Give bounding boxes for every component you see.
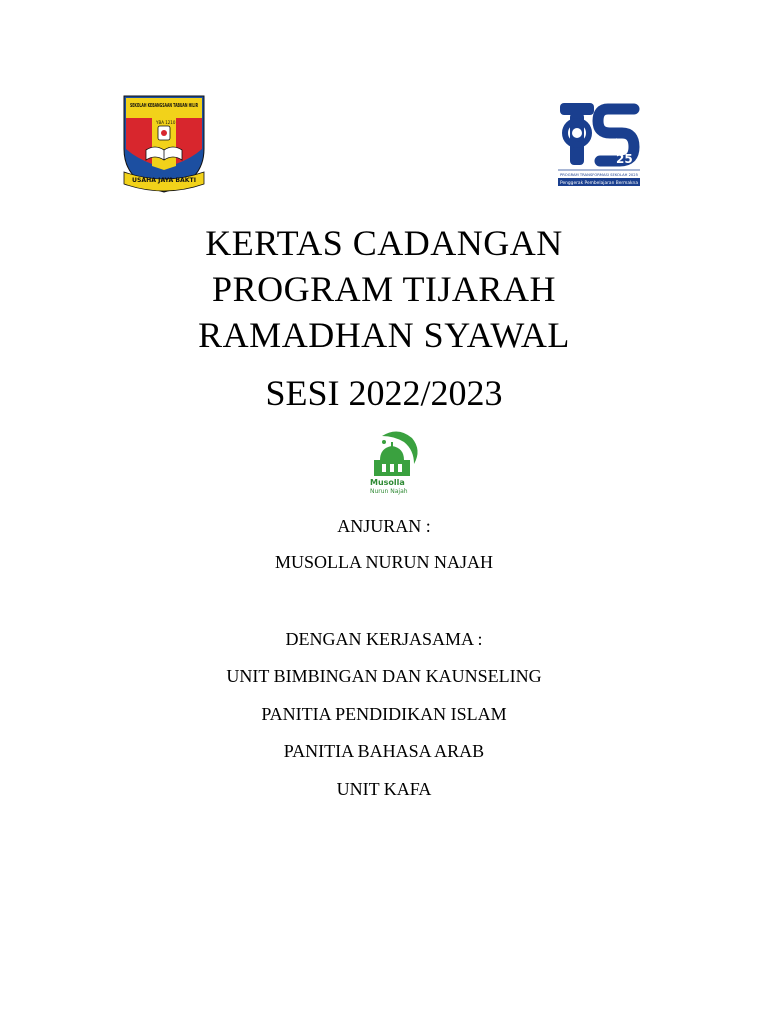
collaboration-item: PANITIA PENDIDIKAN ISLAM <box>261 704 507 724</box>
musolla-brand-line1: Musolla <box>370 478 405 487</box>
title-line-1: KERTAS CADANGAN <box>205 223 563 263</box>
ts25-number-text: 25 <box>616 152 633 166</box>
organizer-label: ANJURAN : <box>337 516 431 536</box>
ts25-caption-top: PROGRAM TRANSFORMASI SEKOLAH 2025 <box>560 173 638 177</box>
title-line-2: PROGRAM TIJARAH <box>212 269 556 309</box>
document-title <box>0 220 768 358</box>
collaboration-label: DENGAN KERJASAMA : <box>285 629 483 649</box>
collaboration-item: PANITIA BAHASA ARAB <box>283 741 485 761</box>
crest-motto-text: USAHA JAYA BAKTI <box>132 176 196 184</box>
crest-banner-text: SEKOLAH KEBANGSAAN TABUAN HILIR <box>130 103 199 109</box>
ts25-logo-icon <box>556 99 642 187</box>
organizer-name: MUSOLLA NURUN NAJAH <box>274 552 493 572</box>
crest-code-text: YBA 1210 <box>156 120 176 125</box>
collaboration-item: UNIT KAFA <box>336 779 432 799</box>
title-line-3: RAMADHAN SYAWAL <box>198 315 570 355</box>
musolla-brand-line2: Nurun Najah <box>370 488 408 495</box>
school-crest-icon <box>122 94 206 194</box>
session-year: SESI 2022/2023 <box>265 373 503 413</box>
collaboration-item: UNIT BIMBINGAN DAN KAUNSELING <box>226 666 542 686</box>
musolla-mosque-logo-icon <box>364 428 420 498</box>
ts25-caption-bottom: Penggerak Pembelajaran Bermakna <box>560 181 641 186</box>
